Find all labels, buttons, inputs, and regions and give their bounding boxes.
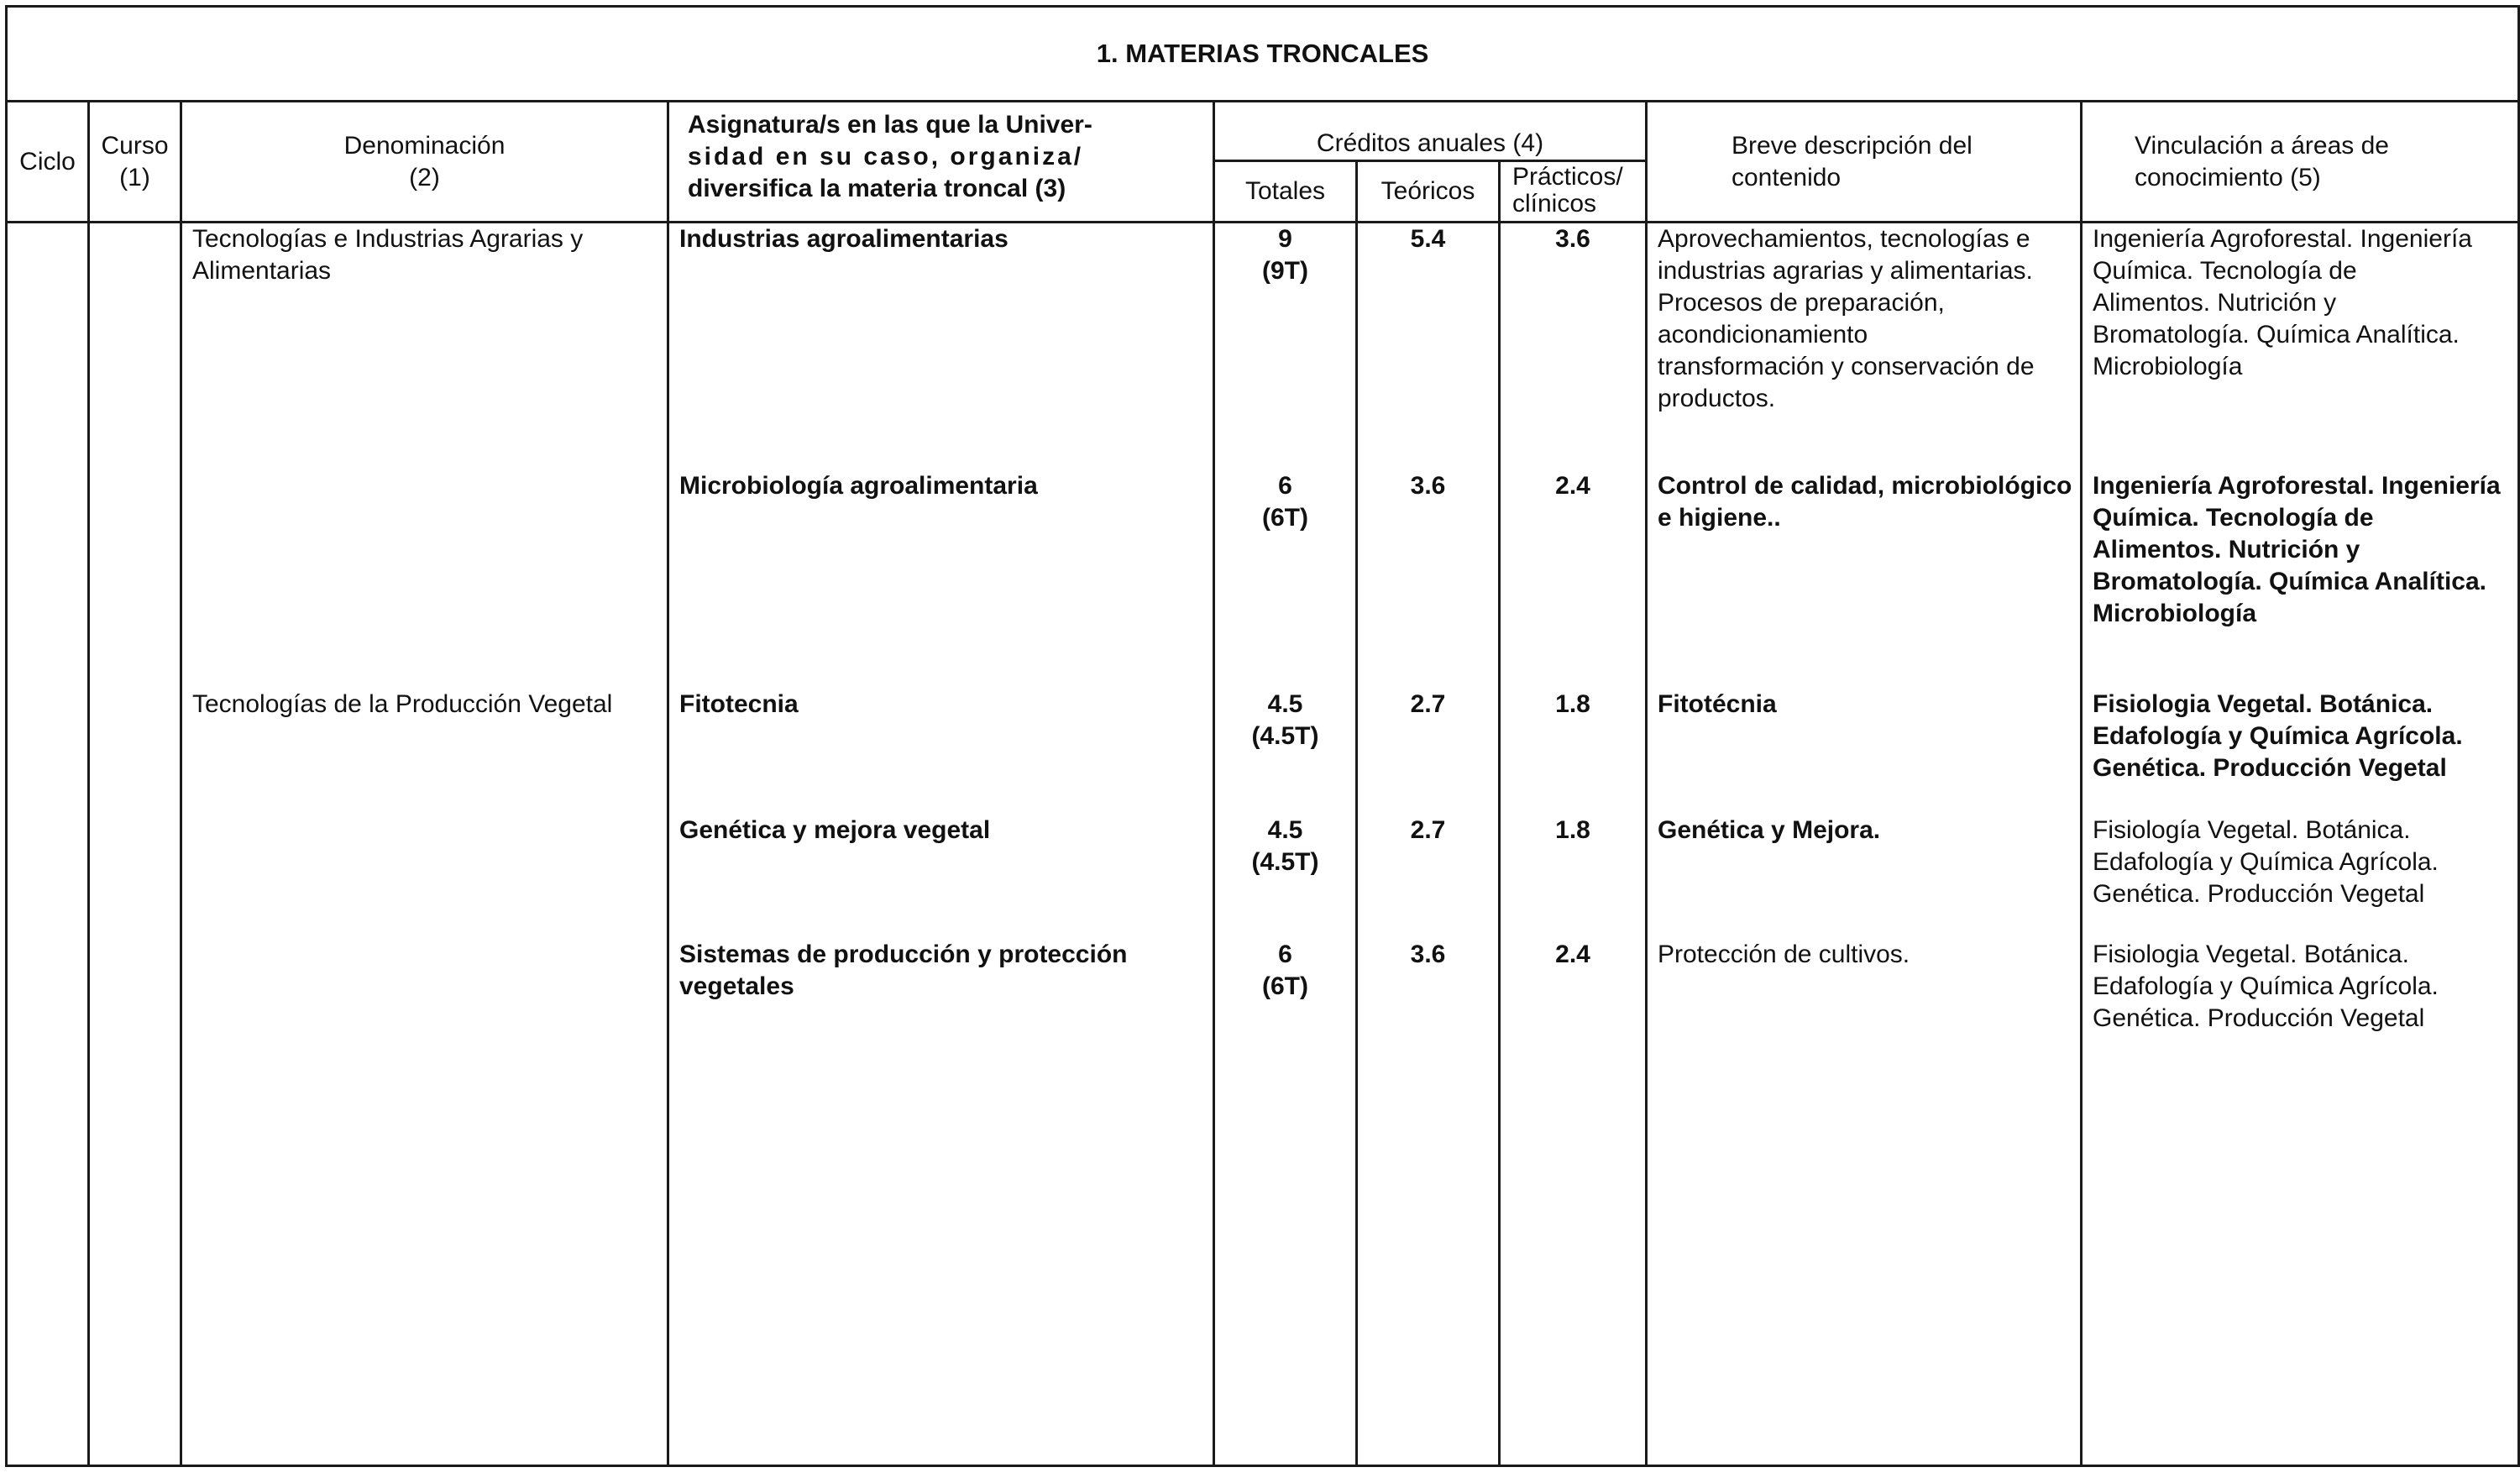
totales-value: [1225, 223, 1345, 287]
vinculacion-text: [2093, 470, 2501, 630]
header-practicos-line: Prácticos/: [1512, 163, 1623, 191]
totales-line: 9: [1278, 225, 1292, 253]
teoricos-value: 3.6: [1410, 472, 1446, 500]
header-denominacion-line: (2): [409, 163, 440, 191]
asignatura-line: Sistemas de producción y protección: [679, 941, 1128, 968]
asignatura-line: vegetales: [679, 972, 794, 1000]
denominacion-block: [192, 223, 583, 287]
totales-column: [1214, 223, 1357, 1466]
totales-line: 4.5: [1267, 690, 1303, 718]
header-creditos: Créditos anuales (4): [1214, 102, 1647, 161]
denominacion-column: [181, 223, 668, 1466]
vinculacion-line: Genética. Producción Vegetal: [2093, 880, 2425, 908]
totales-line: (6T): [1262, 504, 1308, 532]
denominacion-block: [192, 689, 612, 721]
vinculacion-text: [2093, 689, 2463, 784]
denominacion-line: Tecnologías e Industrias Agrarias y: [192, 225, 584, 253]
header-practicos-line: clínicos: [1512, 190, 1597, 217]
header-descripcion-line: Breve descripción del: [1732, 131, 1973, 160]
denominacion-line: Alimentarias: [192, 257, 332, 285]
totales-line: 6: [1278, 941, 1292, 968]
header-ciclo: Ciclo: [7, 102, 89, 223]
vinculacion-line: Edafología y Química Agrícola.: [2093, 722, 2463, 750]
descripcion-line: acondicionamiento: [1658, 321, 1868, 348]
header-curso: [89, 102, 181, 223]
header-asignatura: [668, 102, 1214, 223]
asignatura-item: [679, 689, 799, 721]
vinculacion-line: Ingeniería Agroforestal. Ingeniería: [2093, 472, 2501, 500]
asignatura-line: Industrias agroalimentarias: [679, 225, 1009, 253]
descripcion-column: [1647, 223, 2082, 1466]
descripcion-text: [1658, 815, 1880, 846]
vinculacion-text: [2093, 939, 2439, 1035]
vinculacion-line: Fisiologia Vegetal. Botánica.: [2093, 941, 2409, 968]
header-curso-line: Curso: [101, 131, 169, 160]
vinculacion-line: Alimentos. Nutrición y: [2093, 289, 2337, 317]
vinculacion-line: Fisiologia Vegetal. Botánica.: [2093, 690, 2434, 718]
asignatura-item: [679, 815, 990, 846]
header-asignatura-line: Asignatura/s en las que la Univer-: [688, 111, 1092, 139]
materias-troncales-table: [5, 5, 2520, 1467]
asignatura-line: Fitotecnia: [679, 690, 799, 718]
header-totales: Totales: [1214, 161, 1357, 223]
header-descripcion: [1647, 102, 2082, 223]
header-asignatura-line: diversifica la materia troncal (3): [688, 175, 1066, 202]
vinculacion-line: Bromatología. Química Analítica.: [2093, 321, 2460, 348]
descripcion-text: [1658, 689, 1777, 721]
totales-line: (6T): [1262, 972, 1308, 1000]
totales-value: [1225, 470, 1345, 534]
header-practicos: [1500, 161, 1647, 223]
totales-line: 4.5: [1267, 816, 1303, 844]
vinculacion-line: Bromatología. Química Analítica.: [2093, 568, 2486, 595]
descripcion-line: Fitotécnia: [1658, 690, 1777, 718]
totales-value: [1225, 689, 1345, 752]
totales-line: 6: [1278, 472, 1292, 500]
descripcion-line: Genética y Mejora.: [1658, 816, 1881, 844]
header-denominacion: [181, 102, 668, 223]
descripcion-text: [1658, 223, 2035, 415]
practicos-column: [1500, 223, 1647, 1466]
ciclo-column: [7, 223, 89, 1466]
header-denominacion-line: Denominación: [343, 131, 506, 160]
header-vinculacion-line: Vinculación a áreas de: [2135, 131, 2389, 160]
vinculacion-line: Edafología y Química Agrícola.: [2093, 972, 2439, 1000]
header-teoricos: Teóricos: [1357, 161, 1500, 223]
vinculacion-column: [2082, 223, 2519, 1466]
totales-line: (4.5T): [1251, 848, 1319, 876]
descripcion-line: transformación y conservación de: [1658, 353, 2035, 380]
asignatura-line: Genética y mejora vegetal: [679, 816, 991, 844]
teoricos-value: 5.4: [1410, 225, 1446, 253]
vinculacion-line: Microbiología: [2093, 600, 2256, 627]
vinculacion-line: Ingeniería Agroforestal. Ingeniería: [2093, 225, 2472, 253]
teoricos-value: 3.6: [1410, 941, 1446, 968]
header-asignatura-line: sidad en su caso, organiza/: [688, 143, 1084, 170]
vinculacion-line: Química. Tecnología de: [2093, 257, 2357, 285]
descripcion-line: Aprovechamientos, tecnologías e: [1658, 225, 2030, 253]
vinculacion-line: Genética. Producción Vegetal: [2093, 754, 2447, 782]
teoricos-value: 2.7: [1410, 816, 1446, 844]
header-descripcion-line: contenido: [1732, 163, 1842, 191]
practicos-value: 2.4: [1555, 472, 1590, 500]
practicos-value: 3.6: [1555, 225, 1590, 253]
descripcion-text: [1658, 939, 1910, 971]
vinculacion-line: Edafología y Química Agrícola.: [2093, 848, 2439, 876]
vinculacion-line: Microbiología: [2093, 353, 2243, 380]
vinculacion-text: [2093, 223, 2472, 383]
teoricos-column: [1357, 223, 1500, 1466]
descripcion-line: productos.: [1658, 385, 1776, 412]
asignatura-item: [679, 223, 1009, 255]
vinculacion-line: Genética. Producción Vegetal: [2093, 1004, 2425, 1032]
asignatura-item: [679, 939, 1127, 1003]
table-title: 1. MATERIAS TRONCALES: [7, 7, 2519, 102]
denominacion-line: Tecnologías de la Producción Vegetal: [192, 690, 613, 718]
descripcion-line: Procesos de preparación,: [1658, 289, 1945, 317]
asignatura-item: [679, 470, 1038, 502]
practicos-value: 2.4: [1555, 941, 1590, 968]
header-vinculacion: [2082, 102, 2519, 223]
descripcion-line: industrias agrarias y alimentarias.: [1658, 257, 2033, 285]
vinculacion-text: [2093, 815, 2439, 910]
descripcion-line: e higiene..: [1658, 504, 1781, 532]
totales-line: (4.5T): [1251, 722, 1319, 750]
vinculacion-line: Química. Tecnología de: [2093, 504, 2374, 532]
vinculacion-line: Alimentos. Nutrición y: [2093, 536, 2360, 563]
practicos-value: 1.8: [1555, 816, 1590, 844]
descripcion-text: [1658, 470, 2072, 534]
totales-value: [1225, 815, 1345, 878]
totales-value: [1225, 939, 1345, 1003]
totales-line: (9T): [1262, 257, 1308, 285]
document-page: [5, 5, 2517, 1476]
practicos-value: 1.8: [1555, 690, 1590, 718]
curso-column: [89, 223, 181, 1466]
descripcion-line: Control de calidad, microbiológico: [1658, 472, 2072, 500]
teoricos-value: 2.7: [1410, 690, 1446, 718]
vinculacion-line: Fisiología Vegetal. Botánica.: [2093, 816, 2411, 844]
header-vinculacion-line: conocimiento (5): [2135, 163, 2321, 191]
asignatura-line: Microbiología agroalimentaria: [679, 472, 1038, 500]
header-curso-line: (1): [119, 163, 150, 191]
descripcion-line: Protección de cultivos.: [1658, 941, 1910, 968]
asignatura-column: [668, 223, 1214, 1466]
